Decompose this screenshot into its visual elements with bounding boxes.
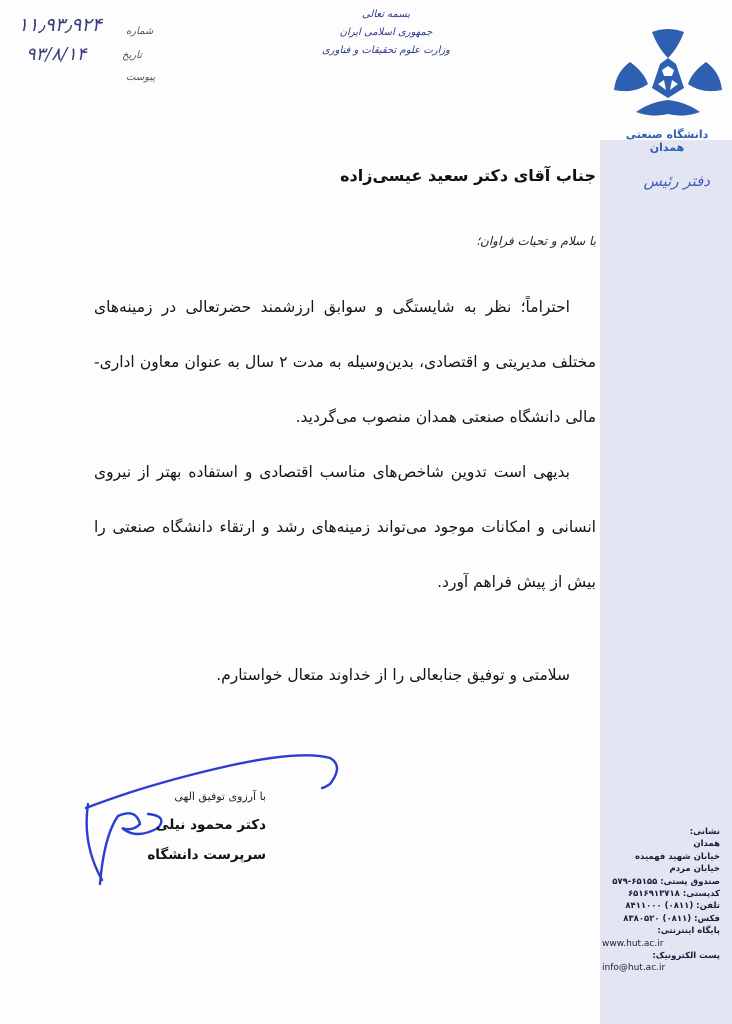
signature-wish: با آرزوی توفیق الهی [174, 790, 266, 803]
fax-row [602, 913, 720, 925]
letter-body [94, 280, 596, 610]
fax-label: فکس: [694, 913, 720, 924]
address-street-2: خیابان مردم [669, 864, 720, 875]
fax-value: (۰۸۱۱) ۸۳۸۰۵۲۰ [623, 913, 692, 924]
phone-row [602, 900, 720, 912]
phone-label: تلفن: [696, 901, 720, 912]
postal-value: ۶۵۱۶۹۱۳۷۱۸ [627, 889, 680, 900]
office-label: دفتر رئیس [643, 172, 710, 190]
phone-value: (۰۸۱۱) ۸۴۱۱۰۰۰ [625, 901, 694, 912]
recipient-line: جناب آقای دکتر سعید عیسی‌زاده [340, 166, 596, 185]
email-label: پست الکترونیک: [652, 951, 720, 962]
bismillah-line: بسمه تعالی [361, 9, 411, 20]
letterhead [318, 6, 454, 60]
letter-meta [18, 14, 158, 94]
signatory-title: سرپرست دانشگاه [147, 847, 266, 863]
postal-label: کدپستی: [682, 889, 720, 900]
greeting-line: با سلام و تحیات فراوان؛ [476, 234, 596, 248]
postal-row [602, 888, 720, 900]
pobox-value: ۶۵۱۵۵-۵۷۹ [612, 876, 658, 887]
signature-block [110, 790, 266, 863]
signatory-name: دکتر محمود نیلی [155, 817, 266, 833]
republic-line: جمهوری اسلامی ایران [339, 27, 433, 38]
university-logo-icon [612, 28, 724, 128]
logo-caption: دانشگاه صنعتی همدان [625, 128, 709, 154]
body-paragraph-1: احتراماً؛ نظر به شایستگی و سوابق ارزشمند حضرتعالی در زمینه‌های مختلف مدیریتی و اقتصادی، بدین‌وسیله به مدت ۲ سال به عنوان معاون اداری- مالی دانشگاه صنعتی همدان منصوب می‌گردید. [94, 298, 596, 426]
address-city: همدان [693, 839, 720, 850]
web-link[interactable]: www.hut.ac.ir [602, 938, 664, 949]
pobox-label: صندوق پستی: [660, 876, 720, 887]
contact-address [602, 826, 720, 975]
letter-number-label: شماره [126, 26, 154, 37]
email-link[interactable]: info@hut.ac.ir [602, 963, 666, 974]
letter-date: ۹۳/۸/۱۴ [26, 44, 87, 65]
body-paragraph-2: بدیهی است تدوین شاخص‌های مناسب اقتصادی و استفاده بهتر از نیروی انسانی و امکانات موجود می‌تواند زمینه‌های رشد و ارتقاء دانشگاه صنعتی را بیش از پیش فراهم آورد. [94, 463, 596, 591]
letter-number: ۱۱٫۹۳٫۹۲۴ [18, 14, 102, 36]
ministry-line: وزارت علوم تحقیقات و فناوری [321, 45, 451, 56]
closing-line: سلامتی و توفیق جنابعالی را از خداوند متعال خواستارم. [216, 666, 570, 684]
address-label: نشانی: [689, 827, 720, 837]
letter-date-label: تاریخ [122, 50, 142, 61]
pobox-row [602, 876, 720, 888]
address-street-1: خیابان شهید فهمیده [635, 851, 720, 862]
web-label: پایگاه اینترنتی: [657, 926, 720, 937]
letter-attachment-label: پیوست [126, 72, 156, 83]
